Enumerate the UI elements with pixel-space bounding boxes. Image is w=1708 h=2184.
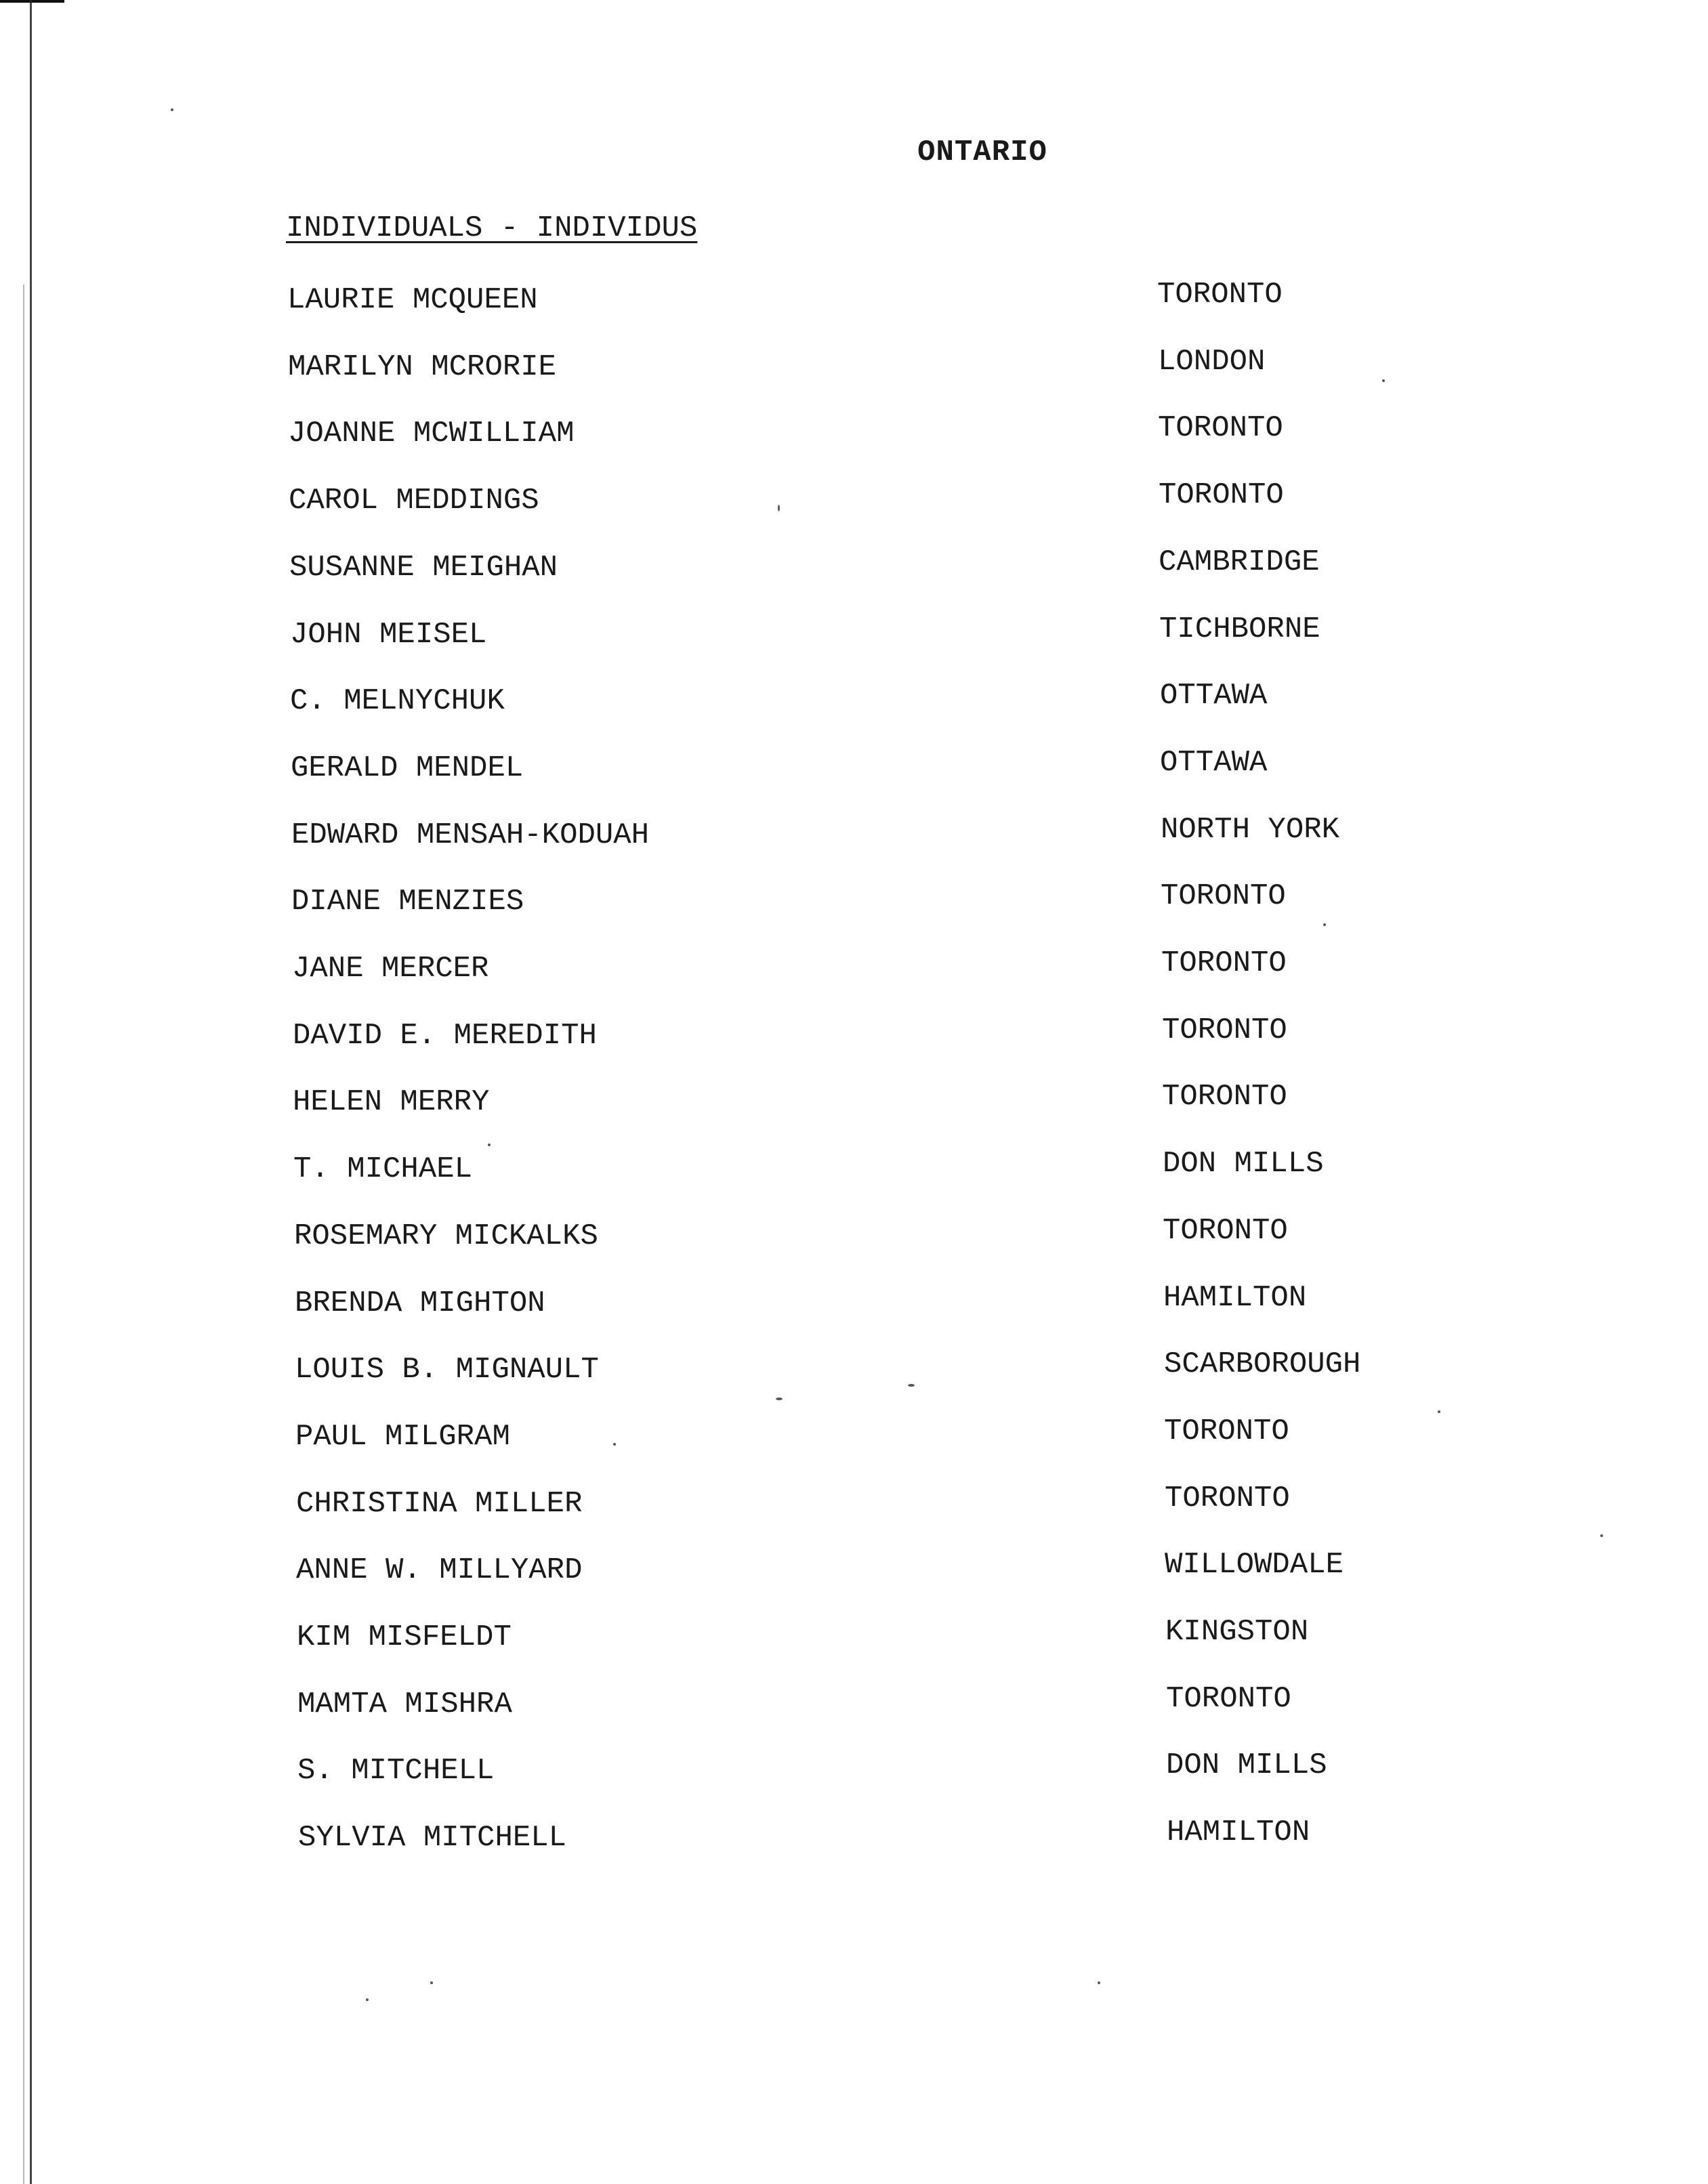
entry-name: ANNE W. MILLYARD: [296, 1553, 583, 1587]
scan-speck: [1098, 1981, 1100, 1984]
list-item: [0, 1682, 1708, 1728]
entry-city: TORONTO: [1157, 278, 1283, 312]
scan-speck: [1600, 1534, 1603, 1537]
list-item: [0, 545, 1708, 591]
list-item: [0, 1615, 1708, 1661]
list-item: [0, 1414, 1708, 1461]
list-item: [0, 1281, 1708, 1327]
entry-name: BRENDA MIGHTON: [295, 1286, 545, 1320]
list-item: [0, 345, 1708, 391]
scan-speck: [1438, 1410, 1440, 1413]
entry-name: SUSANNE MEIGHAN: [289, 551, 558, 585]
entry-name: CHRISTINA MILLER: [296, 1487, 583, 1521]
entry-city: TORONTO: [1159, 478, 1284, 512]
scan-speck: [488, 1143, 491, 1146]
entry-name: MARILYN MCRORIE: [288, 350, 557, 384]
entry-city: TORONTO: [1161, 879, 1286, 913]
entry-name: HELEN MERRY: [293, 1085, 490, 1119]
entry-city: SCARBOROUGH: [1164, 1347, 1361, 1381]
list-item: [0, 1482, 1708, 1528]
binding-edge-tick: [0, 0, 64, 3]
entry-name: ROSEMARY MICKALKS: [294, 1219, 598, 1253]
entry-city: OTTAWA: [1160, 746, 1268, 780]
entry-name: EDWARD MENSAH-KODUAH: [291, 818, 650, 852]
scan-speck: [171, 108, 173, 111]
scan-speck: [1382, 379, 1385, 382]
list-item: [0, 679, 1708, 725]
entry-name: LOUIS B. MIGNAULT: [295, 1353, 599, 1387]
entry-city: OTTAWA: [1160, 679, 1268, 713]
list-item: [0, 1013, 1708, 1059]
scan-speck: [776, 1398, 783, 1400]
list-item: [0, 879, 1708, 925]
entry-name: CAROL MEDDINGS: [289, 484, 539, 518]
scan-speck: [1323, 923, 1326, 926]
entry-city: TORONTO: [1161, 946, 1287, 980]
entry-name: DIANE MENZIES: [291, 885, 524, 919]
entry-city: NORTH YORK: [1161, 813, 1340, 847]
entry-name: JANE MERCER: [292, 952, 489, 986]
entry-name: S. MITCHELL: [297, 1754, 495, 1788]
scan-speck: [430, 1981, 433, 1984]
entry-city: TORONTO: [1158, 411, 1283, 445]
list-item: [0, 1815, 1708, 1862]
entry-city: WILLOWDALE: [1165, 1548, 1344, 1582]
entry-name: DAVID E. MEREDITH: [293, 1019, 597, 1053]
page-title: ONTARIO: [917, 135, 1047, 169]
scan-speck: [778, 505, 780, 511]
entry-city: TORONTO: [1164, 1414, 1289, 1448]
entry-city: TORONTO: [1162, 1013, 1287, 1047]
entry-city: LONDON: [1158, 345, 1266, 379]
entry-city: TORONTO: [1165, 1482, 1290, 1515]
list-item: [0, 1147, 1708, 1193]
entry-name: MAMTA MISHRA: [297, 1687, 512, 1721]
list-item: [0, 813, 1708, 859]
entry-city: TORONTO: [1166, 1682, 1291, 1716]
entry-name: C. MELNYCHUK: [290, 684, 505, 718]
entry-name: GERALD MENDEL: [291, 751, 524, 785]
list-item: [0, 1748, 1708, 1794]
list-item: [0, 478, 1708, 524]
entry-city: HAMILTON: [1163, 1281, 1307, 1315]
list-item: [0, 1548, 1708, 1594]
entry-name: LAURIE MCQUEEN: [287, 283, 538, 317]
list-item: [0, 278, 1708, 324]
scan-speck: [908, 1384, 915, 1387]
entry-city: CAMBRIDGE: [1159, 545, 1320, 579]
entry-city: DON MILLS: [1163, 1147, 1324, 1181]
list-item: [0, 746, 1708, 792]
list-item: [0, 1080, 1708, 1126]
scan-speck: [613, 1443, 616, 1446]
entry-city: TORONTO: [1162, 1080, 1287, 1114]
entry-city: TORONTO: [1163, 1214, 1288, 1248]
list-item: [0, 946, 1708, 992]
section-heading: INDIVIDUALS - INDIVIDUS: [286, 211, 698, 245]
entry-city: TICHBORNE: [1159, 612, 1320, 646]
entry-name: JOANNE MCWILLIAM: [288, 417, 575, 450]
entry-city: DON MILLS: [1166, 1748, 1327, 1782]
entry-name: JOHN MEISEL: [290, 618, 487, 652]
entry-name: PAUL MILGRAM: [295, 1420, 510, 1454]
entry-name: KIM MISFELDT: [297, 1620, 512, 1654]
entry-name: SYLVIA MITCHELL: [298, 1821, 567, 1855]
list-item: [0, 1347, 1708, 1393]
entry-city: HAMILTON: [1167, 1815, 1310, 1849]
entry-name: T. MICHAEL: [293, 1152, 473, 1186]
list-item: [0, 1214, 1708, 1260]
entry-city: KINGSTON: [1165, 1615, 1309, 1649]
scan-speck: [366, 1998, 369, 2001]
list-item: [0, 411, 1708, 457]
list-item: [0, 612, 1708, 658]
